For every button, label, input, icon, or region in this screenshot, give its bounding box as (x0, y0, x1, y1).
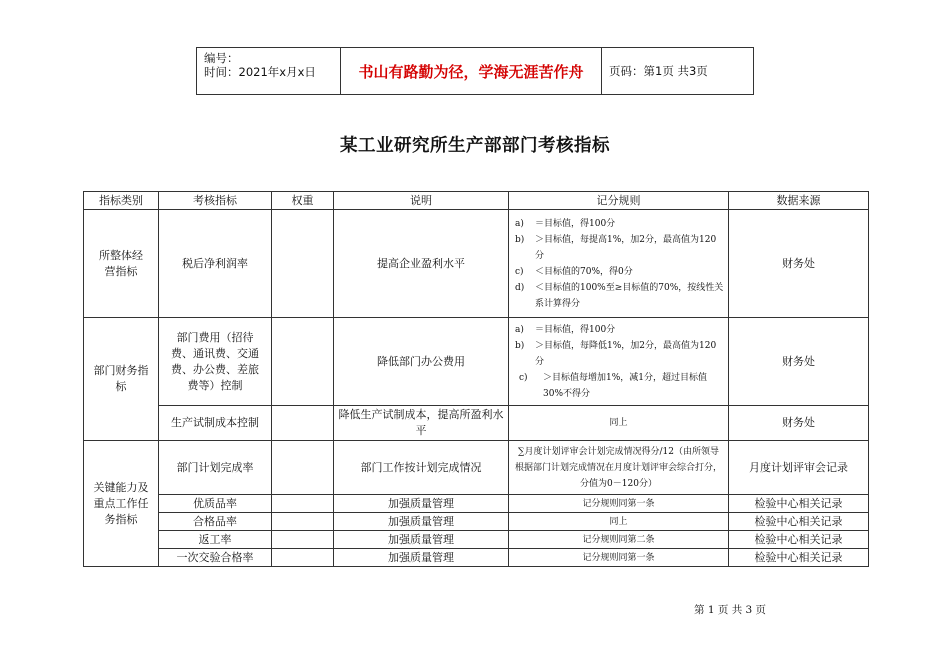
description-cell: 提高企业盈利水平 (334, 210, 509, 318)
rule-item: a) ＝目标值，得100分 (515, 218, 616, 229)
header-scoring-rules: 记分规则 (509, 192, 729, 210)
source-cell: 月度计划评审会记录 (729, 441, 869, 495)
category-cell: 所整体经营指标 (84, 210, 159, 318)
header-weight: 权重 (272, 192, 334, 210)
weight-cell (272, 406, 334, 441)
header-page-info: 页码：第1页 共3页 (609, 64, 708, 78)
header-meta (197, 48, 341, 94)
description-cell: 加强质量管理 (334, 495, 509, 513)
description-cell: 加强质量管理 (334, 549, 509, 567)
weight-cell (272, 318, 334, 406)
header-indicator: 考核指标 (159, 192, 272, 210)
rule-cell: 记分规则同第二条 (509, 531, 729, 549)
source-cell: 财务处 (729, 318, 869, 406)
indicator-cell: 生产试制成本控制 (159, 406, 272, 441)
assessment-table (83, 191, 869, 567)
table-row (84, 318, 869, 406)
category-cell: 部门财务指标 (84, 318, 159, 441)
indicator-cell: 优质品率 (159, 495, 272, 513)
weight-cell (272, 531, 334, 549)
description-cell: 降低部门办公费用 (334, 318, 509, 406)
indicator-cell: 合格品率 (159, 513, 272, 531)
weight-cell (272, 549, 334, 567)
indicator-cell: 一次交验合格率 (159, 549, 272, 567)
source-cell: 检验中心相关记录 (729, 495, 869, 513)
time-label: 时间：2021年x月x日 (204, 65, 316, 79)
table-header-row (84, 192, 869, 210)
source-cell: 检验中心相关记录 (729, 513, 869, 531)
rule-item: d) ＜目标值的100%至≥目标值的70%，按线性关系计算得分 (515, 282, 724, 309)
table-row (84, 406, 869, 441)
source-cell: 财务处 (729, 210, 869, 318)
weight-cell (272, 495, 334, 513)
header-motto: 书山有路勤为径，学海无涯苦作舟 (341, 48, 602, 94)
rule-cell: 记分规则同第一条 (509, 495, 729, 513)
table-row (84, 513, 869, 531)
weight-cell (272, 210, 334, 318)
rules-cell (509, 210, 729, 318)
description-cell: 部门工作按计划完成情况 (334, 441, 509, 495)
source-cell: 财务处 (729, 406, 869, 441)
description-cell: 降低生产试制成本，提高所盈利水平 (334, 406, 509, 441)
weight-cell (272, 441, 334, 495)
indicator-cell: 税后净利润率 (159, 210, 272, 318)
indicator-cell: 返工率 (159, 531, 272, 549)
rule-item: b) ＞目标值，每提高1%，加2分，最高值为120分 (515, 234, 717, 261)
description-cell: 加强质量管理 (334, 531, 509, 549)
indicator-cell: 部门费用（招待费、通讯费、交通费、办公费、差旅费等）控制 (159, 318, 272, 406)
source-cell: 检验中心相关记录 (729, 549, 869, 567)
header-description: 说明 (334, 192, 509, 210)
indicator-cell: 部门计划完成率 (159, 441, 272, 495)
rule-item: b) ＞目标值，每降低1%，加2分，最高值为120分 (515, 340, 717, 367)
table-row (84, 210, 869, 318)
table-row (84, 441, 869, 495)
rule-item: a) ＝目标值，得100分 (515, 324, 616, 335)
number-label: 编号： (204, 51, 239, 65)
rule-cell: 同上 (509, 406, 729, 441)
rule-cell: 记分规则同第一条 (509, 549, 729, 567)
rule-item: c) ＞目标值每增加1%，减1分，超过目标值30%不得分 (519, 372, 708, 399)
source-cell: 检验中心相关记录 (729, 531, 869, 549)
weight-cell (272, 513, 334, 531)
table-row (84, 495, 869, 513)
rules-cell (509, 318, 729, 406)
rule-cell: ∑月度计划评审会计划完成情况得分/12（由所领导根据部门计划完成情况在月度计划评审会综合打分，分值为0－120分） (509, 441, 729, 495)
table-row (84, 549, 869, 567)
document-header (196, 47, 754, 95)
page-footer: 第 1 页 共 3 页 (694, 604, 767, 616)
rule-cell: 同上 (509, 513, 729, 531)
document-title: 某工业研究所生产部部门考核指标 (340, 136, 610, 156)
table-row (84, 531, 869, 549)
description-cell: 加强质量管理 (334, 513, 509, 531)
header-category: 指标类别 (84, 192, 159, 210)
header-data-source: 数据来源 (729, 192, 869, 210)
category-cell: 关键能力及重点工作任务指标 (84, 441, 159, 567)
rule-item: c) ＜目标值的70%，得0分 (515, 266, 633, 277)
